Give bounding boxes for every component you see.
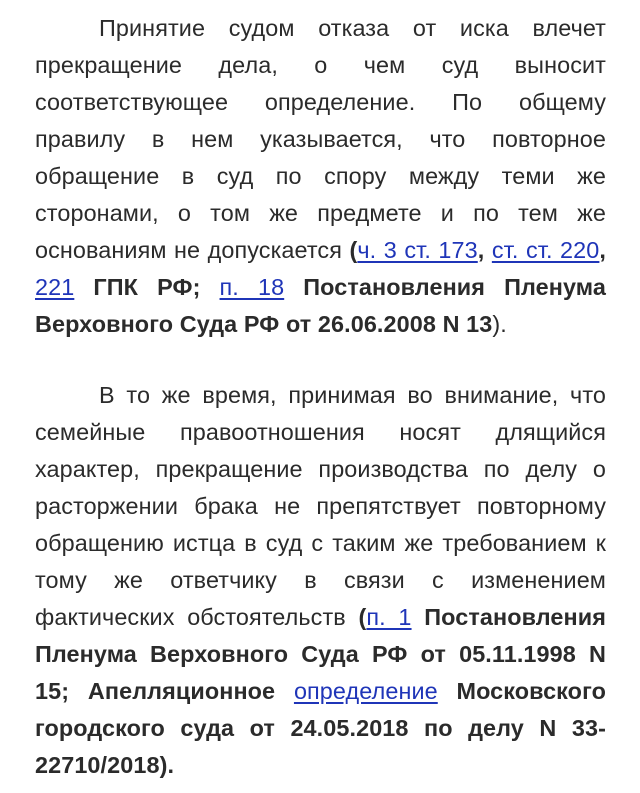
paragraph-1 — [35, 10, 606, 343]
paragraph-1-citation: Постановления Пленума Верховного Суда РФ от 26.06.2008 N 13 — [35, 274, 606, 337]
link-p18[interactable]: п. 18 — [219, 274, 285, 300]
paragraph-2-close: ). — [159, 752, 175, 778]
paragraph-1-text: Принятие судом отказа от иска влечет прекращение дела, о чем суд выносит соответствующее определение. По общему правилу в нем указывается, что повторное обращение в суд по спору между теми же сторонами, о том же предмете и по тем же основаниям не допускается — [35, 15, 606, 263]
paragraph-2 — [35, 377, 606, 784]
link-st-st220[interactable]: ст. ст. 220 — [491, 237, 600, 263]
link-p1[interactable]: п. 1 — [366, 604, 412, 630]
separator: , — [599, 237, 606, 263]
link-opredelenie[interactable]: определение — [293, 678, 438, 704]
paragraph-2-citation-start: Постановления Пленума Верховного Суда РФ от 05.11.1998 N 15; Апелляционное — [35, 604, 606, 704]
paragraph-1-open-paren: ( — [349, 237, 358, 263]
separator: , — [477, 237, 492, 263]
link-ch3-st173[interactable]: ч. 3 ст. 173 — [357, 237, 478, 263]
paragraph-2-citation-end: Московского городского суда от 24.05.2018 по делу N 33-22710/2018 — [35, 678, 606, 778]
paragraph-1-close: ). — [492, 311, 507, 337]
paragraph-2-text: В то же время, принимая во внимание, что семейные правоотношения носят длящийся характер, прекращение производства по делу о расторжении брака не препятствует повторному обращению истца в суд с таким же требованием к тому же ответчику в связи с изменением фактических обстоятельств — [35, 382, 606, 630]
link-221[interactable]: 221 — [35, 274, 75, 300]
paragraph-1-gpk: ГПК РФ; — [74, 274, 220, 300]
paragraph-2-open-paren: ( — [358, 604, 367, 630]
